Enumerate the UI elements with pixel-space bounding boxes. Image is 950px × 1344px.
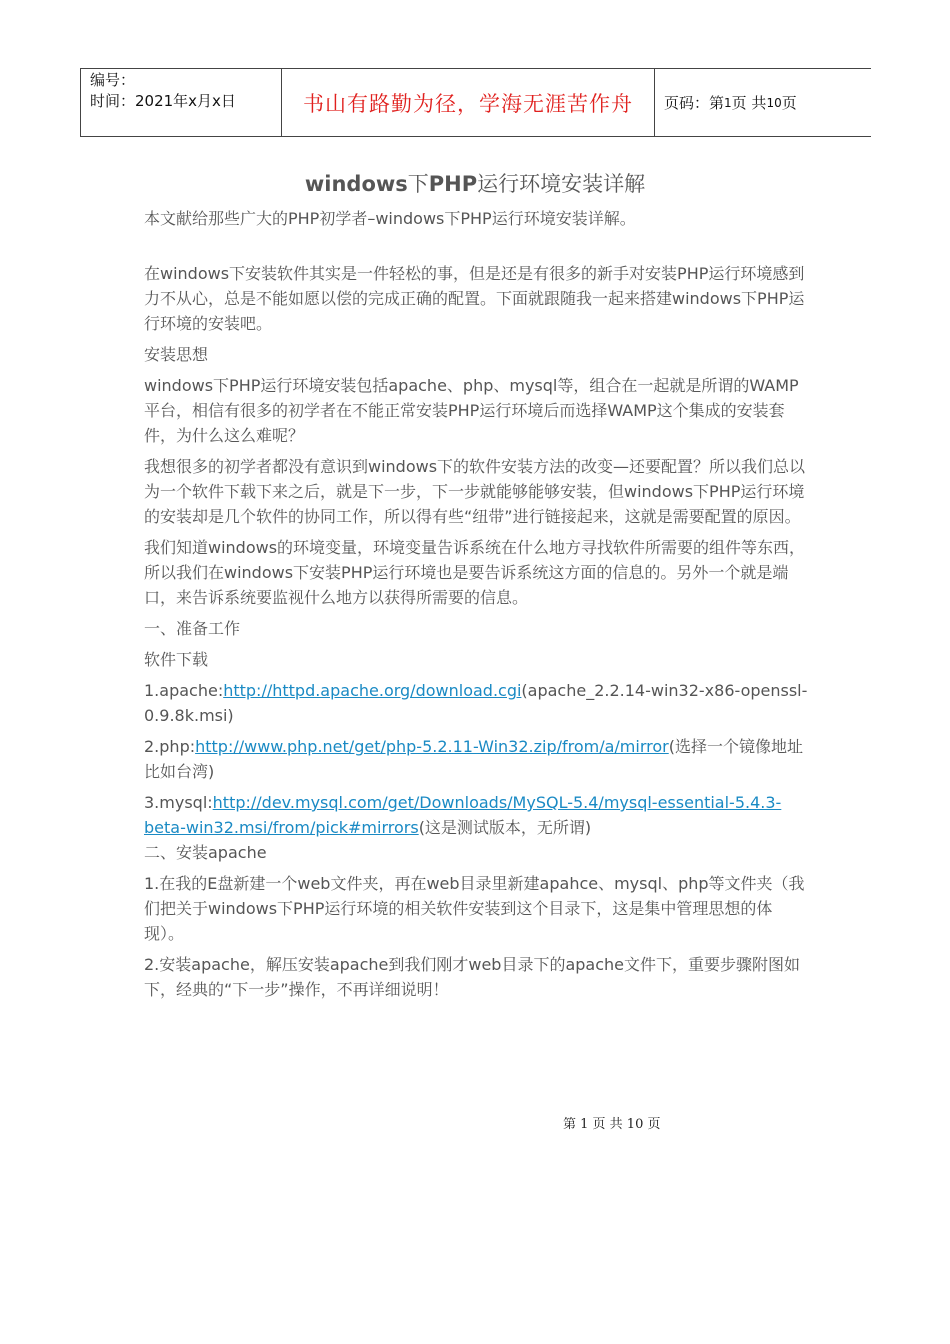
paragraph: 2.安装apache，解压安装apache到我们刚才web目录下的apache文件下，重要步骤附图如下，经典的“下一步”操作，不再详细说明！ (144, 955, 800, 999)
paragraph: 在windows下安装软件其实是一件轻松的事，但是还是有很多的新手对安装PHP运行环境感到力不从心，总是不能如愿以偿的完成正确的配置。下面就跟随我一起来搭建windows下PHP运行环境的安装吧。 (144, 264, 805, 333)
section-heading: 二、安装apache (144, 843, 267, 862)
title-word-windows: windows (304, 172, 408, 196)
title-part: 运行环境安装详解 (477, 172, 646, 196)
header-motto-cell (282, 69, 655, 136)
page-number: 1 (724, 95, 732, 110)
page-prefix: 页码：第 (664, 94, 725, 112)
paragraph: 我想很多的初学者都没有意识到windows下的软件安装方法的改变—还要配置？所以我们总以为一个软件下载下来之后，就是下一步，下一步就能够能够安装，但windows下PHP运行环境的安装却是几个软件的协同工作，所以得有些“纽带”进行链接起来，这就是需要配置的原因。 (144, 457, 806, 526)
page-header (80, 68, 871, 137)
header-info-cell (81, 69, 282, 136)
number-label: 编号： (90, 71, 136, 89)
sub-heading: 软件下载 (144, 650, 209, 669)
page-total: 10 (766, 95, 782, 110)
mysql-download-link[interactable]: http://dev.mysql.com/get/Downloads/MySQL-5.4/mysql-essential-5.4.3-beta-win32.msi/from/pick#mirrors (144, 793, 782, 837)
download-item: 2.php:http://www.php.net/get/php-5.2.11-Win32.zip/from/a/mirror(选择一个镜像地址比如台湾) (144, 737, 803, 781)
document-body (144, 206, 808, 1008)
php-download-link[interactable]: http://www.php.net/get/php-5.2.11-Win32.zip/from/a/mirror (195, 737, 669, 756)
paragraph: 我们知道windows的环境变量，环境变量告诉系统在什么地方寻找软件所需要的组件等东西，所以我们在windows下安装PHP运行环境也是要告诉系统这方面的信息的。另外一个就是端口，来告诉系统要监视什么地方以获得所需要的信息。 (144, 538, 806, 607)
page-suffix: 页 (781, 94, 797, 112)
time-label: 时间：2021年x月x日 (90, 92, 236, 110)
header-page-cell (655, 69, 871, 136)
paragraph: 1.在我的E盘新建一个web文件夹，再在web目录里新建apahce、mysql、php等文件夹（我们把关于windows下PHP运行环境的相关软件安装到这个目录下，这是集中管理思想的体现）。 (144, 874, 805, 943)
apache-download-link[interactable]: http://httpd.apache.org/download.cgi (223, 681, 522, 700)
section-heading: 一、准备工作 (144, 619, 241, 638)
title-word-php: PHP (428, 172, 478, 196)
motto: 书山有路勤为径，学海无涯苦作舟 (303, 91, 633, 116)
paragraph: windows下PHP运行环境安装包括apache、php、mysql等，组合在一起就是所谓的WAMP平台，相信有很多的初学者在不能正常安装PHP运行环境后而选择WAMP这个集成的安装套件，为什么这么难呢？ (144, 376, 799, 445)
section-heading: 安装思想 (144, 345, 209, 364)
title-part: 下 (407, 172, 429, 196)
page-mid: 页 共 (731, 94, 767, 112)
download-item: 1.apache:http://httpd.apache.org/download.cgi(apache_2.2.14-win32-x86-openssl-0.9.8k.msi) (144, 681, 808, 725)
page-footer: 第 1 页 共 10 页 (563, 1117, 661, 1132)
document-title (0, 168, 950, 198)
paragraph-intro: 本文献给那些广大的PHP初学者–windows下PHP运行环境安装详解。 (144, 209, 636, 228)
download-item: 3.mysql:http://dev.mysql.com/get/Downloads/MySQL-5.4/mysql-essential-5.4.3-beta-win32.msi/from/pick#mirrors(这是测试版本，无所谓) (144, 793, 782, 837)
